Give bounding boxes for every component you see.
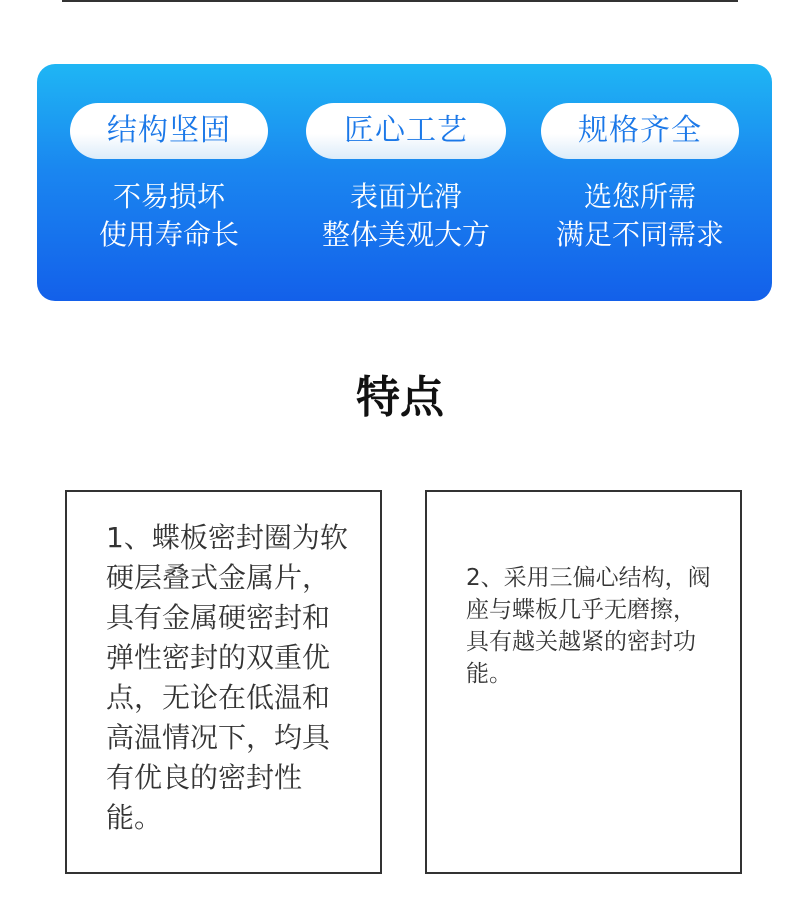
feature-line: 使用寿命长 (98, 218, 239, 251)
feature-description (286, 178, 526, 254)
feature-description (521, 178, 759, 254)
feature-line: 选您所需 (583, 180, 696, 213)
feature-line: 表面光滑 (349, 180, 462, 213)
feature-card-text: 2、采用三偏心结构，阀座与蝶板几乎无磨擦，具有越关越紧的密封功能。 (466, 565, 711, 687)
feature-card (65, 490, 382, 874)
feature-line: 满足不同需求 (555, 218, 724, 251)
banner-feature-specs (541, 64, 739, 301)
banner-feature-craft (306, 64, 506, 301)
section-title: 特点 (356, 372, 444, 423)
top-divider (62, 0, 738, 2)
feature-card-text: 1、蝶板密封圈为软硬层叠式金属片，具有金属硬密封和弹性密封的双重优点，无论在低温和高温情况下，均具有优良的密封性能。 (106, 521, 348, 834)
feature-pill: 结构坚固 (70, 103, 268, 159)
feature-line: 不易损坏 (112, 180, 225, 213)
banner-feature-sturdy (70, 64, 268, 301)
feature-pill: 规格齐全 (541, 103, 739, 159)
feature-description (50, 178, 288, 254)
feature-banner (37, 64, 772, 301)
feature-line: 整体美观大方 (321, 218, 490, 251)
feature-pill: 匠心工艺 (306, 103, 506, 159)
feature-card (425, 490, 742, 874)
